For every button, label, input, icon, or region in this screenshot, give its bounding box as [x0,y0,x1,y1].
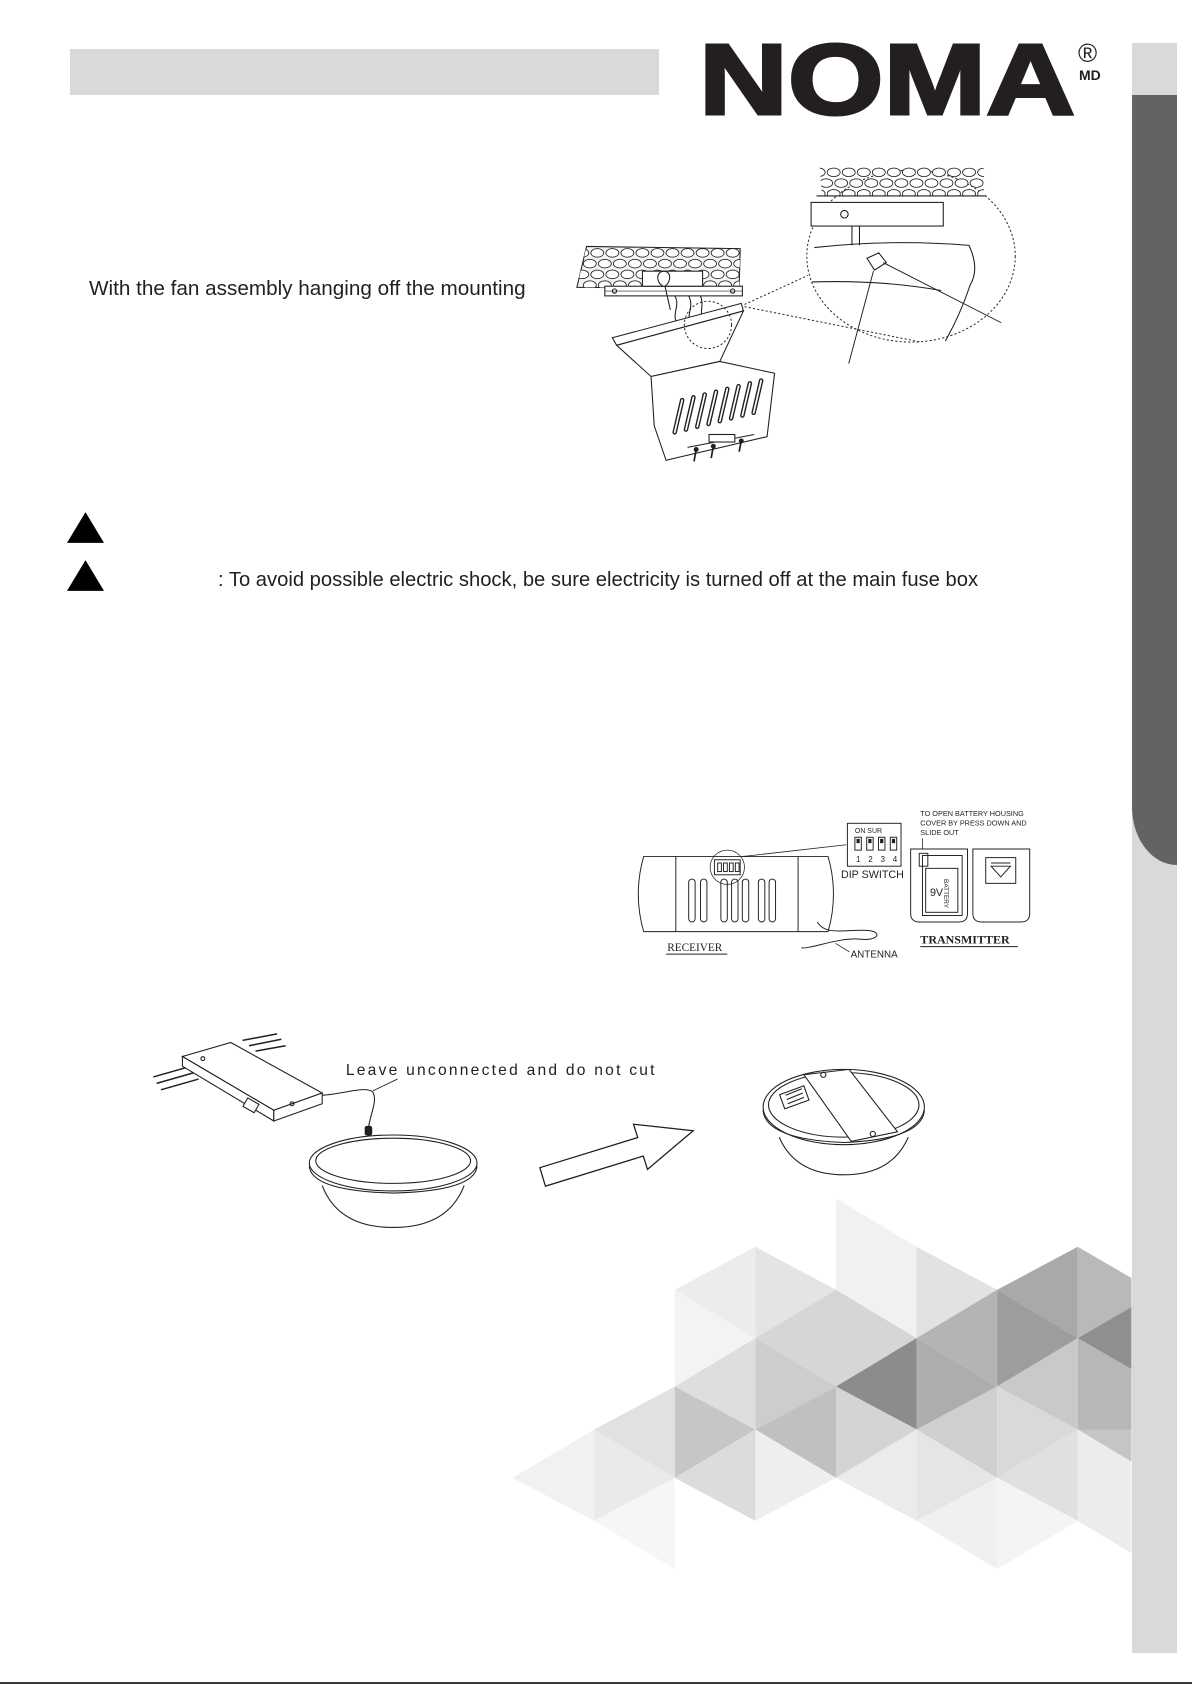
ceiling-stone [902,190,915,199]
ceiling-stone [940,179,953,188]
ceiling-stone [726,249,739,258]
ceiling-stone [591,270,604,279]
dip-switch-detail-part [857,839,860,843]
canopy-bowl-installed [763,1069,924,1174]
ceiling-stone [681,249,694,258]
transmitter-back [911,849,968,922]
ceiling-stone [621,249,634,258]
ceiling-stone [917,168,930,177]
fan-housing [612,303,774,461]
ceiling-stone [576,249,589,258]
receiver-module [153,1034,322,1121]
ceiling-stone [812,190,825,199]
canopy-bowl-empty-part [309,1135,477,1191]
ceiling-stone [917,190,930,199]
side-tab-active-section [1132,95,1177,865]
zoomed-detail-part [814,243,974,341]
ceiling-stone [711,270,724,279]
battery-note-line-1: TO OPEN BATTERY HOUSING [920,808,1024,818]
zoomed-detail-part [883,263,1001,323]
decor-tile [513,1429,595,1520]
ceiling-stone [606,249,619,258]
ceiling-stone [857,168,870,177]
warning-text: : To avoid possible electric shock, be sure electricity is turned off at the main fuse box [218,569,979,591]
transmitter-front-part [986,858,1016,884]
ceiling-stone [948,168,961,177]
zoomed-detail-part [812,282,941,291]
ceiling-stone [933,168,946,177]
dip-callout-line [742,845,846,857]
detail-callout-part [745,275,808,304]
receiver-wires-top-part [243,1034,277,1040]
ceiling-stone [910,179,923,188]
warning-triangle-icon [67,560,104,591]
ceiling-stone [812,168,825,177]
dip-switch-detail-part [868,839,871,843]
battery-note [920,809,1026,852]
ceiling-stone [666,249,679,258]
ceiling-stone [576,270,589,279]
ceiling-stone [591,249,604,258]
ceiling-stone [880,179,893,188]
antenna-label: ANTENNA [850,949,898,961]
ceiling-stone [704,259,717,268]
ceiling-stone [842,168,855,177]
noma-logo [699,36,1109,121]
ceiling-stone [872,190,885,199]
dip-state-label: ON SUR [854,827,883,835]
receiver-transmitter-diagram [629,804,1054,967]
ceiling-stone [895,179,908,188]
dip-switch-detail-part [892,839,895,843]
ceiling-stone [820,179,833,188]
cord-callout: Leave unconnected and do not cut [345,1061,655,1079]
canopy-bowl-empty [309,1135,477,1227]
ceiling-stone [606,270,619,279]
antenna-cord-part [373,1079,398,1091]
dip-switch-label: DIP SWITCH [840,868,904,881]
zoomed-detail [811,168,1001,364]
housing-screws-part [739,439,743,443]
ceiling-stone [644,259,657,268]
antenna-cord-part [322,1090,374,1129]
ceiling-stone [598,259,611,268]
detail-callout-part [745,307,921,342]
ceiling-stone [711,249,724,258]
antenna-cord-part [365,1126,371,1135]
ceiling-stone [719,259,732,268]
ceiling-stone [689,259,702,268]
zoomed-detail-part [811,202,943,226]
ceiling-stone [674,259,687,268]
step-instruction-text: With the fan assembly hanging off the mounting [89,277,526,300]
ceiling-stone [925,179,938,188]
ceiling-stone [827,190,840,199]
ceiling-stone [651,249,664,258]
zoomed-detail-part [867,253,886,270]
dip-position-numbers: 1 2 3 4 [855,854,901,864]
receiver-label: RECEIVER [667,941,723,954]
ceiling-stone [963,168,976,177]
warning-triangle-icon-part [67,512,104,543]
mounting-bracket-part [642,271,702,286]
ceiling-stone [933,190,946,199]
battery-voltage: 9V [929,887,944,900]
battery-note-line-3: SLIDE OUT [920,828,959,838]
ceiling-stone [857,190,870,199]
ceiling-stone [963,190,976,199]
transmitter-label: TRANSMITTER [920,932,1010,947]
receiver-wires-top-part [249,1039,281,1045]
warning-triangle-icon-part [67,560,104,591]
receiver-unit [638,850,833,932]
ceiling-stone [696,249,709,258]
housing-screws-part [709,434,735,442]
ceiling-stone [865,179,878,188]
header-bar [70,49,659,95]
ceiling-stone [628,259,641,268]
receiver-wires-top-part [256,1046,286,1051]
ceiling-stone [970,179,983,188]
logo-registered-mark: ® [1078,38,1098,68]
ceiling-stone [835,179,848,188]
battery-note-line-2: COVER BY PRESS DOWN AND [920,818,1027,828]
ceiling-stone [583,281,596,290]
ceiling-stone [613,259,626,268]
transmitter-front [973,849,1030,922]
receiver-unit-part [638,857,833,932]
ceiling-stone [978,190,991,199]
ceiling-stone [948,190,961,199]
antenna-wire-part [836,943,850,952]
ceiling-stone [636,249,649,258]
ceiling-stone [659,259,672,268]
ceiling-stone [726,270,739,279]
ceiling-stone [827,168,840,177]
ceiling-stones-zoom [812,168,990,198]
warning-triangle-icon [67,512,104,543]
dip-switch-detail [847,823,901,866]
housing-screws-part [711,444,715,448]
battery-label: BATTERY [941,879,949,909]
ceiling-stone [850,179,863,188]
ceiling-stone [902,168,915,177]
logo-wordmark: NOMA [699,36,1075,121]
housing-screws-part [694,448,698,452]
ceiling-stone [583,259,596,268]
decor-tiles [513,1198,1132,1569]
ceiling-stone [978,168,991,177]
ceiling-stone [872,168,885,177]
canopy-bowl-empty-part [322,1186,464,1228]
fan-mounting-diagram [564,156,1026,468]
ceiling-stone [842,190,855,199]
page-bottom-rule [0,1682,1192,1684]
direction-arrow [540,1124,693,1186]
ceiling-stone [887,168,900,177]
zoomed-detail-part [849,271,874,363]
logo-suffix: MD [1079,67,1101,83]
decorative-triangle-pattern [505,1193,1139,1580]
ceiling-stone [887,190,900,199]
dip-switch-detail-part [880,839,883,843]
ceiling-stone [955,179,968,188]
antenna-cord [322,1079,397,1135]
ceiling-stone [621,270,634,279]
receiver-wires-top [243,1034,286,1051]
